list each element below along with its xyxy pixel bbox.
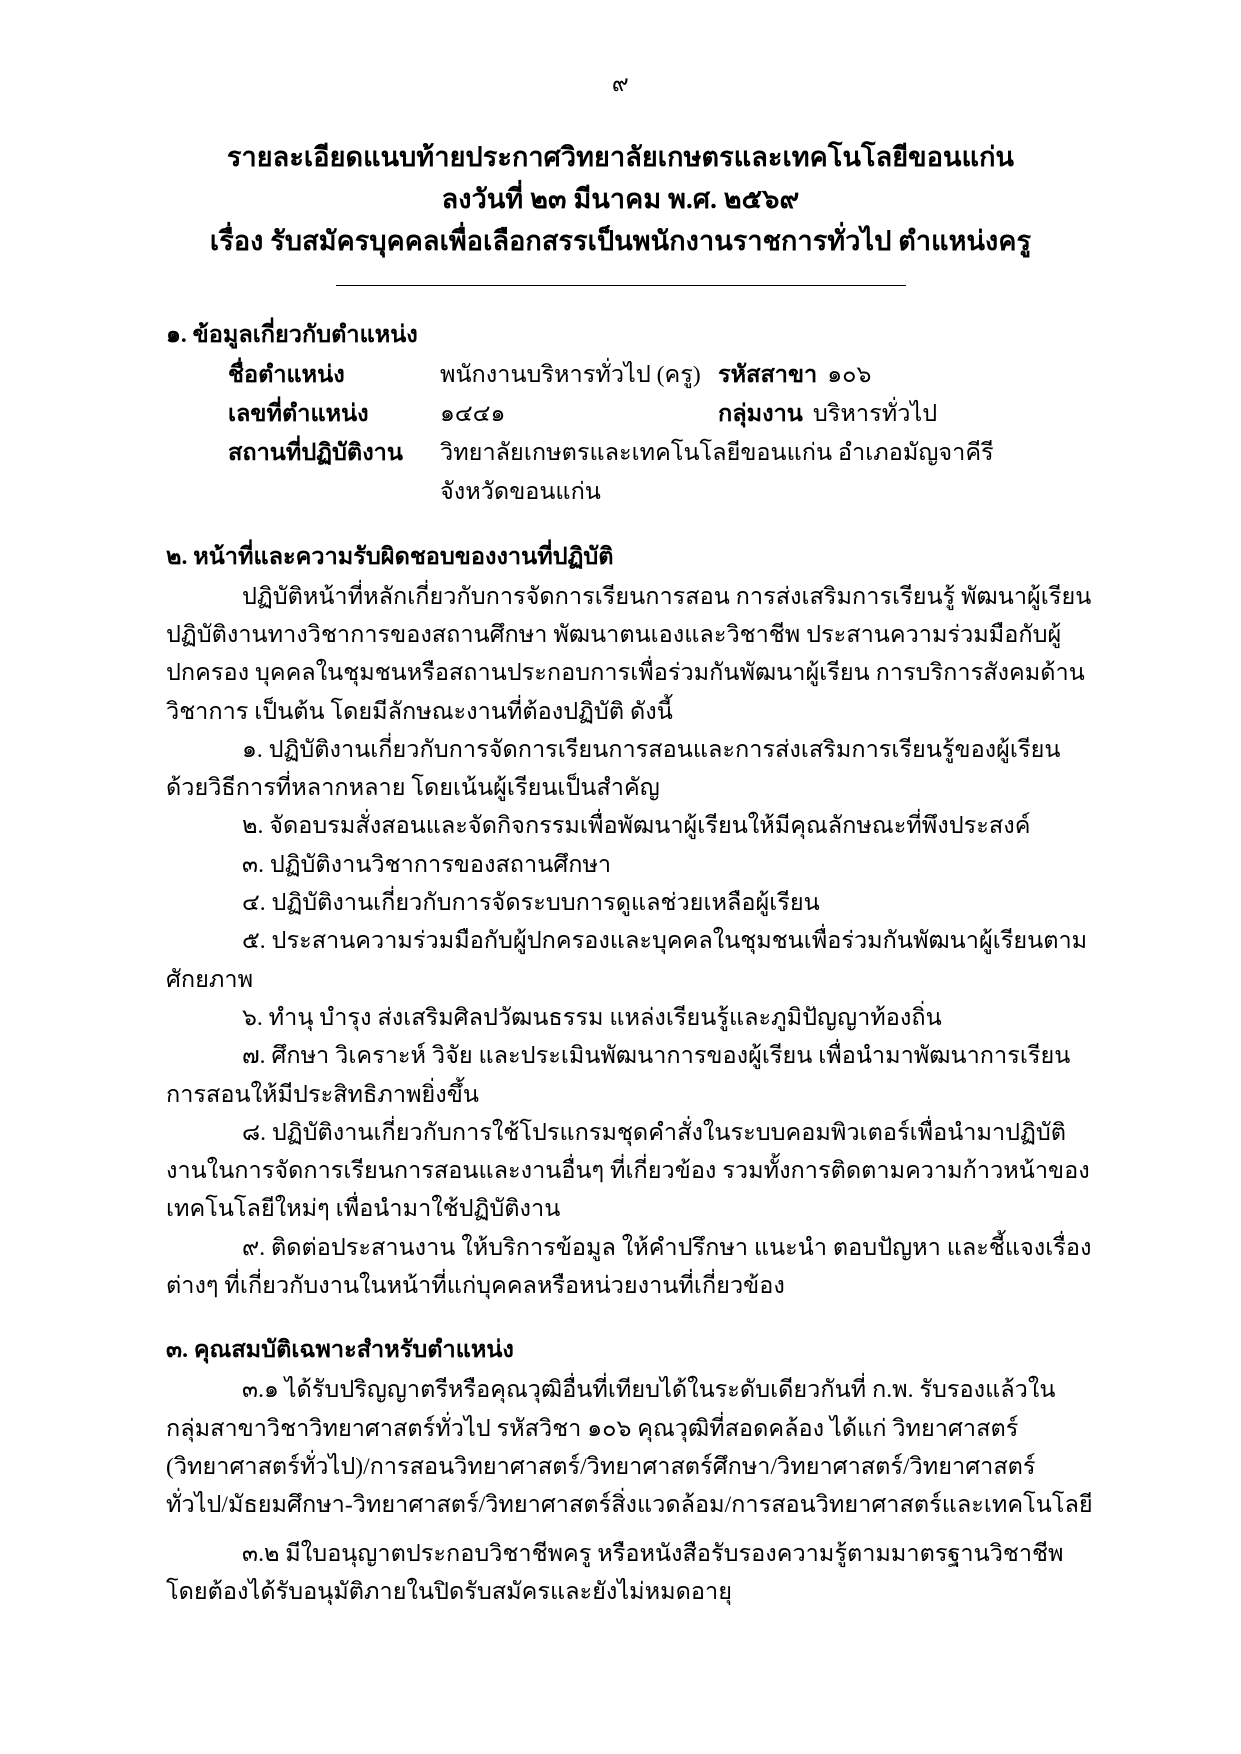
position-number-label: เลขที่ตำแหน่ง [228,400,369,427]
title-line-3: เรื่อง รับสมัครบุคคลเพื่อเลือกสรรเป็นพนักงานราชการทั่วไป ตำแหน่งครู [209,225,1032,256]
branch-code-label: รหัสสาขา [718,361,818,388]
workplace-value: วิทยาลัยเกษตรและเทคโนโลยีขอนแก่น อำเภอมัญจาคีรี [440,439,994,466]
position-info-row-continuation [228,473,1095,512]
duty-item: ๙. ติดต่อประสานงาน ให้บริการข้อมูล ให้คำปรึกษา แนะนำ ตอบปัญหา และชี้แจงเรื่องต่างๆ ที่เกี่ยวกับงานในหน้าที่แก่บุคคลหรือหน่วยงานที่เกี่ยวข้อง [166,1234,1092,1299]
workplace-province-value: จังหวัดขอนแก่น [440,478,601,505]
position-info-table [228,356,1095,512]
position-info-row [228,356,1095,395]
duty-item: ๑. ปฏิบัติงานเกี่ยวกับการจัดการเรียนการสอนและการส่งเสริมการเรียนรู้ของผู้เรียนด้วยวิธีการที่หลากหลาย โดยเน้นผู้เรียนเป็นสำคัญ [166,736,1061,802]
duty-item: ๕. ประสานความร่วมมือกับผู้ปกครองและบุคคลในชุมชนเพื่อร่วมกันพัฒนาผู้เรียนตามศักยภาพ [166,928,1088,993]
workplace-label: สถานที่ปฏิบัติงาน [228,439,403,466]
section-1-heading: ๑. ข้อมูลเกี่ยวกับตำแหน่ง [166,321,418,348]
title-divider-wrap [0,285,1241,286]
branch-code-value: ๑๐๖ [827,361,872,388]
duty-item: ๗. ศึกษา วิเคราะห์ วิจัย และประเมินพัฒนาการของผู้เรียน เพื่อนำมาพัฒนาการเรียนการสอนให้มีประสิทธิภาพยิ่งขึ้น [166,1043,1071,1108]
position-info-row [228,395,1095,434]
section-3-heading: ๓. คุณสมบัติเฉพาะสำหรับตำแหน่ง [166,1337,514,1364]
section-2-heading: ๒. หน้าที่และความรับผิดชอบของงานที่ปฏิบัติ [166,543,614,570]
title-line-2: ลงวันที่ ๒๓ มีนาคม พ.ศ. ๒๕๖๙ [441,183,800,214]
title-line-1: รายละเอียดแนบท้ายประกาศวิทยาลัยเกษตรและเทคโนโลยีขอนแก่น [226,142,1015,172]
section-2-intro-paragraph: ปฏิบัติหน้าที่หลักเกี่ยวกับการจัดการเรียนการสอน การส่งเสริมการเรียนรู้ พัฒนาผู้เรียน ปฏิบัติงานทางวิชาการของสถานศึกษา พัฒนาตนเองและวิชาชีพ ประสานความร่วมมือกับผู้ปกครอง บุคคลในชุมชนหรือสถานประกอบการเพื่อร่วมกันพัฒนาผู้เรียน การบริการสังคมด้านวิชาการ เป็นต้น โดยมีลักษณะงานที่ต้องปฏิบัติ ดังนี้ [166,583,1092,725]
document-content [138,316,1103,1612]
work-group-label: กลุ่มงาน [718,400,803,427]
page-number: ๙ [611,71,630,96]
document-title-block [0,137,1241,286]
position-title-label: ชื่อตำแหน่ง [228,361,345,388]
work-group-value: บริหารทั่วไป [812,400,938,427]
qualification-item: ๓.๑ ได้รับปริญญาตรีหรือคุณวุฒิอื่นที่เทียบได้ในระดับเดียวกันที่ ก.พ. รับรองแล้วในกลุ่มสาขาวิชาวิทยาศาสตร์ทั่วไป รหัสวิชา ๑๐๖ คุณวุฒิที่สอดคล้อง ได้แก่ วิทยาศาสตร์ (วิทยาศาสตร์ทั่วไป)/การสอนวิทยาศาสตร์/วิทยาศาสตร์ศึกษา/วิทยาศาสตร์/วิทยาศาสตร์ทั่วไป/มัธยมศึกษา-วิทยาศาสตร์/วิทยาศาสตร์สิ่งแวดล้อม/การสอนวิทยาศาสตร์และเทคโนโลยี [166,1377,1093,1519]
qualification-item: ๓.๒ มีใบอนุญาตประกอบวิชาชีพครู หรือหนังสือรับรองความรู้ตามมาตรฐานวิชาชีพ โดยต้องได้รับอนุมัติภายในปิดรับสมัครและยังไม่หมดอายุ [166,1540,1064,1605]
position-number-value: ๑๔๔๑ [440,400,506,427]
duty-item: ๘. ปฏิบัติงานเกี่ยวกับการใช้โปรแกรมชุดคำสั่งในระบบคอมพิวเตอร์เพื่อนำมาปฏิบัติงานในการจัดการเรียนการสอนและงานอื่นๆ ที่เกี่ยวข้อง รวมทั้งการติดตามความก้าวหน้าของเทคโนโลยีใหม่ๆ เพื่อนำมาใช้ปฏิบัติงาน [166,1119,1090,1223]
horizontal-rule [336,285,906,286]
spacer [166,1525,1095,1535]
duty-item: ๖. ทำนุ บำรุง ส่งเสริมศิลปวัฒนธรรม แหล่งเรียนรู้และภูมิปัญญาท้องถิ่น [242,1004,942,1031]
duty-list [166,731,1095,1305]
position-title-value: พนักงานบริหารทั่วไป (ครู) [440,361,701,388]
duty-item: ๒. จัดอบรมสั่งสอนและจัดกิจกรรมเพื่อพัฒนาผู้เรียนให้มีคุณลักษณะที่พึงประสงค์ [242,813,1031,840]
duty-item: ๔. ปฏิบัติงานเกี่ยวกับการจัดระบบการดูแลช่วยเหลือผู้เรียน [242,890,820,917]
duty-item: ๓. ปฏิบัติงานวิชาการของสถานศึกษา [242,851,612,878]
position-info-row [228,434,1095,473]
